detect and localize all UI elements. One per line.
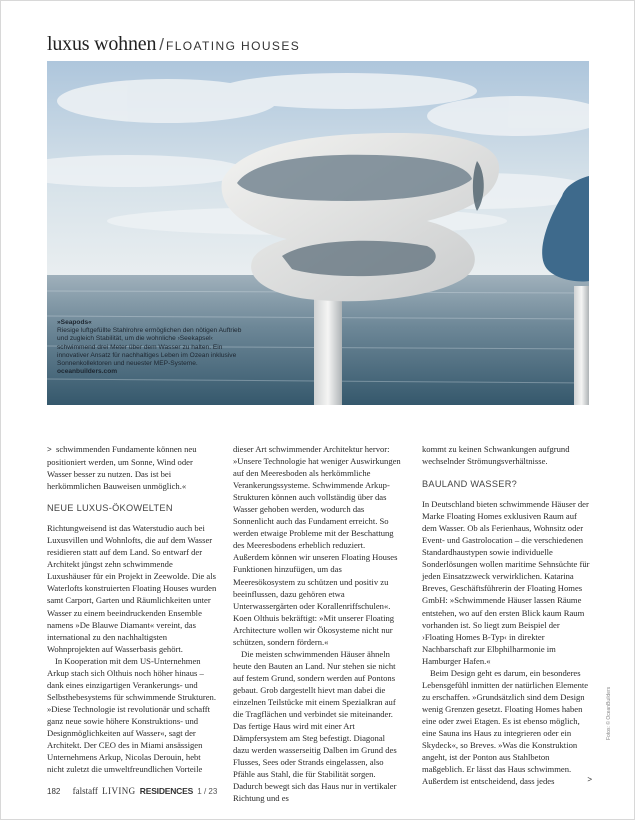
subhead-neue-luxus-oekowelten: NEUE LUXUS-ÖKOWELTEN [47, 503, 173, 514]
brand-residences: RESIDENCES [139, 786, 194, 796]
page-header [47, 33, 300, 56]
col1-p1-text: schwimmenden Fundamente können neu positioniert werden, um Sonne, Wind oder Wasser besser zu nutzen. Das ist bei herkömmlichen Bauweisen unmöglich.« [47, 444, 197, 492]
caption-title: »Seapods« [57, 319, 92, 326]
section-subtitle: FLOATING HOUSES [166, 39, 301, 53]
page-number: 182 [47, 787, 61, 796]
continue-arrow-icon: > [587, 775, 592, 785]
col2-paragraph-1: dieser Art schwimmender Architektur hervor: »Unsere Technologie hat weniger Auswirkungen auf den Meeresboden als herkömmliche Verankerungssysteme. Schwimmende Arkup-Strukturen können auch vollständig über das Wasser gehoben werden, wodurch das Sonnenlicht auch das Fundament erreicht. So werden etwaige Probleme mit der Beschattung des Meeresbodens erheblich reduziert. Außerdem können wir unseren Floating Houses Funktionen hinzufügen, um das Meeresökosystem zu schützen und positiv zu beeinflussen, dazu gehören etwa Unterwassergärten oder Korallenriffschulen«. Koen Olthuis bekräftigt: »Mit unserer Floating Architecture wollen wir Ökosysteme nicht nur schützen, sondern fördern.« [233, 444, 401, 647]
section-title: luxus wohnen [47, 33, 157, 55]
caption-link[interactable]: oceanbuilders.com [57, 368, 118, 376]
col3-paragraph-1: kommt zu keinen Schwankungen aufgrund wechselnder Strömungsverhältnisse. [422, 444, 570, 467]
brand-living: LIVING [102, 786, 136, 796]
photo-credit: Fotos: © OceanBuilders [606, 686, 612, 740]
col2-paragraph-2: Die meisten schwimmenden Häuser ähneln heute den Bauten an Land. Nur stehen sie nicht auf festem Grund, sondern werden auf Pontons gebaut. Grob dargestellt hievt man dabei die einzelnen Teilstücke mit einem Spezialkran auf die Tragflächen und verbindet sie miteinander. Das fertige Haus wird mit einer Art Dämpfersystem am Steg befestigt. Diagonal dazu werden wasserseitig Dalben im Grund des Flusses, Sees oder Strands eingelassen, also Pfähle aus Stahl, die für Stabilität sorgen. Dadurch bewegt sich das Haus nur in vertikaler Richtung und es [233, 648, 397, 804]
col1-paragraph-1 [47, 443, 217, 492]
col3-paragraph-2: In Deutschland bieten schwimmende Häuser der Marke Floating Homes exklusiven Raum auf dem Wasser. Ob als Ferienhaus, Wohnsitz oder Event- und Gastrolocation – die verschiedenen Standardhaustypen sowie individuelle Sonderlösungen wollen maritime Sehnsüchte für jeden Einsatzzweck verwirklichen. Katarina Breves, Geschäftsführerin der Floating Homes GmbH: »Schwimmende Häuser lassen Räume entstehen, wo auf den ersten Blick kaum Raum vorhanden ist. So liegt zum Beispiel der ›Floating Homes B-Typ‹ in direkter Nachbarschaft zur Elbphilharmonie im Hamburger Hafen.« [422, 499, 590, 666]
issue-number: 1 / 23 [197, 787, 218, 796]
page-footer [47, 786, 217, 796]
photo-caption [57, 319, 242, 376]
article-column-3 [422, 443, 592, 787]
col1-paragraph-3: In Kooperation mit dem US-Unternehmen Arkup stach sich Olthuis noch höher hinaus – dank eines einzigartigen Verankerungs- und Selbsthebesystems für schwimmende Strukturen. »Diese Technologie ist revolutionär und schafft ganz neue sowie höhere Konstruktions- und Designmöglichkeiten auf Wasser«, sagt der Architekt. Der CEO des in Miami ansässigen Unternehmens Arkup, Nicolas Derouin, hebt nicht zuletzt die umweltfreundlichen Vorteile [47, 655, 216, 775]
seapod-photo [47, 61, 589, 405]
continued-arrow-icon: > [47, 445, 52, 454]
article-column-2 [233, 443, 403, 804]
article-column-1 [47, 443, 217, 775]
caption-text: Riesige luftgefüllte Stahlrohre ermöglichen den nötigen Auftrieb und zugleich Stabilität, um die wohnliche ›Seekapsel‹ schwimmend drei Meter über dem Wasser zu halten. Ein innovativer Ansatz für nachhaltiges Leben im Ozean inklusive Sonnenkollektoren und neuester MEP-Systeme. [57, 327, 242, 368]
header-separator: / [159, 35, 164, 54]
subhead-bauland-wasser: BAULAND WASSER? [422, 479, 518, 490]
col3-paragraph-3: Beim Design geht es darum, ein besonderes Lebensgefühl inmitten der natürlichen Elemente zu erschaffen. »Grundsätzlich sind dem Design wenig Grenzen gesetzt. Floating Homes haben eine oder zwei Etagen. Es ist ebenso möglich, eine Sauna ins Haus zu integrieren oder ein Skydeck«, so Breves. »Was die Konstruktion angeht, ist der Ponton aus Stahlbeton maßgeblich. Er lässt das Haus schwimmen. Außerdem ist entscheidend, dass jedes [422, 667, 589, 787]
brand-falstaff: falstaff [72, 786, 98, 796]
col1-paragraph-2: Richtungweisend ist das Waterstudio auch bei Luxusvillen und Wohnlofts, die auf dem Wasser residieren statt auf dem Land. So entwarf der Architekt jüngst zehn schwimmende Luxushäuser für ein Projekt in Zeewolde. Die als Waterlofts konstruierten Floating Houses wurden samt Carport, Garten und Räumlichkeiten unter Wasser zu einem beeindruckenden Ensemble namens »De Blauwe Diamant« vereint, das international zu den nachhaltigsten Wohnprojekten auf Wasserbasis gehört. [47, 523, 217, 654]
